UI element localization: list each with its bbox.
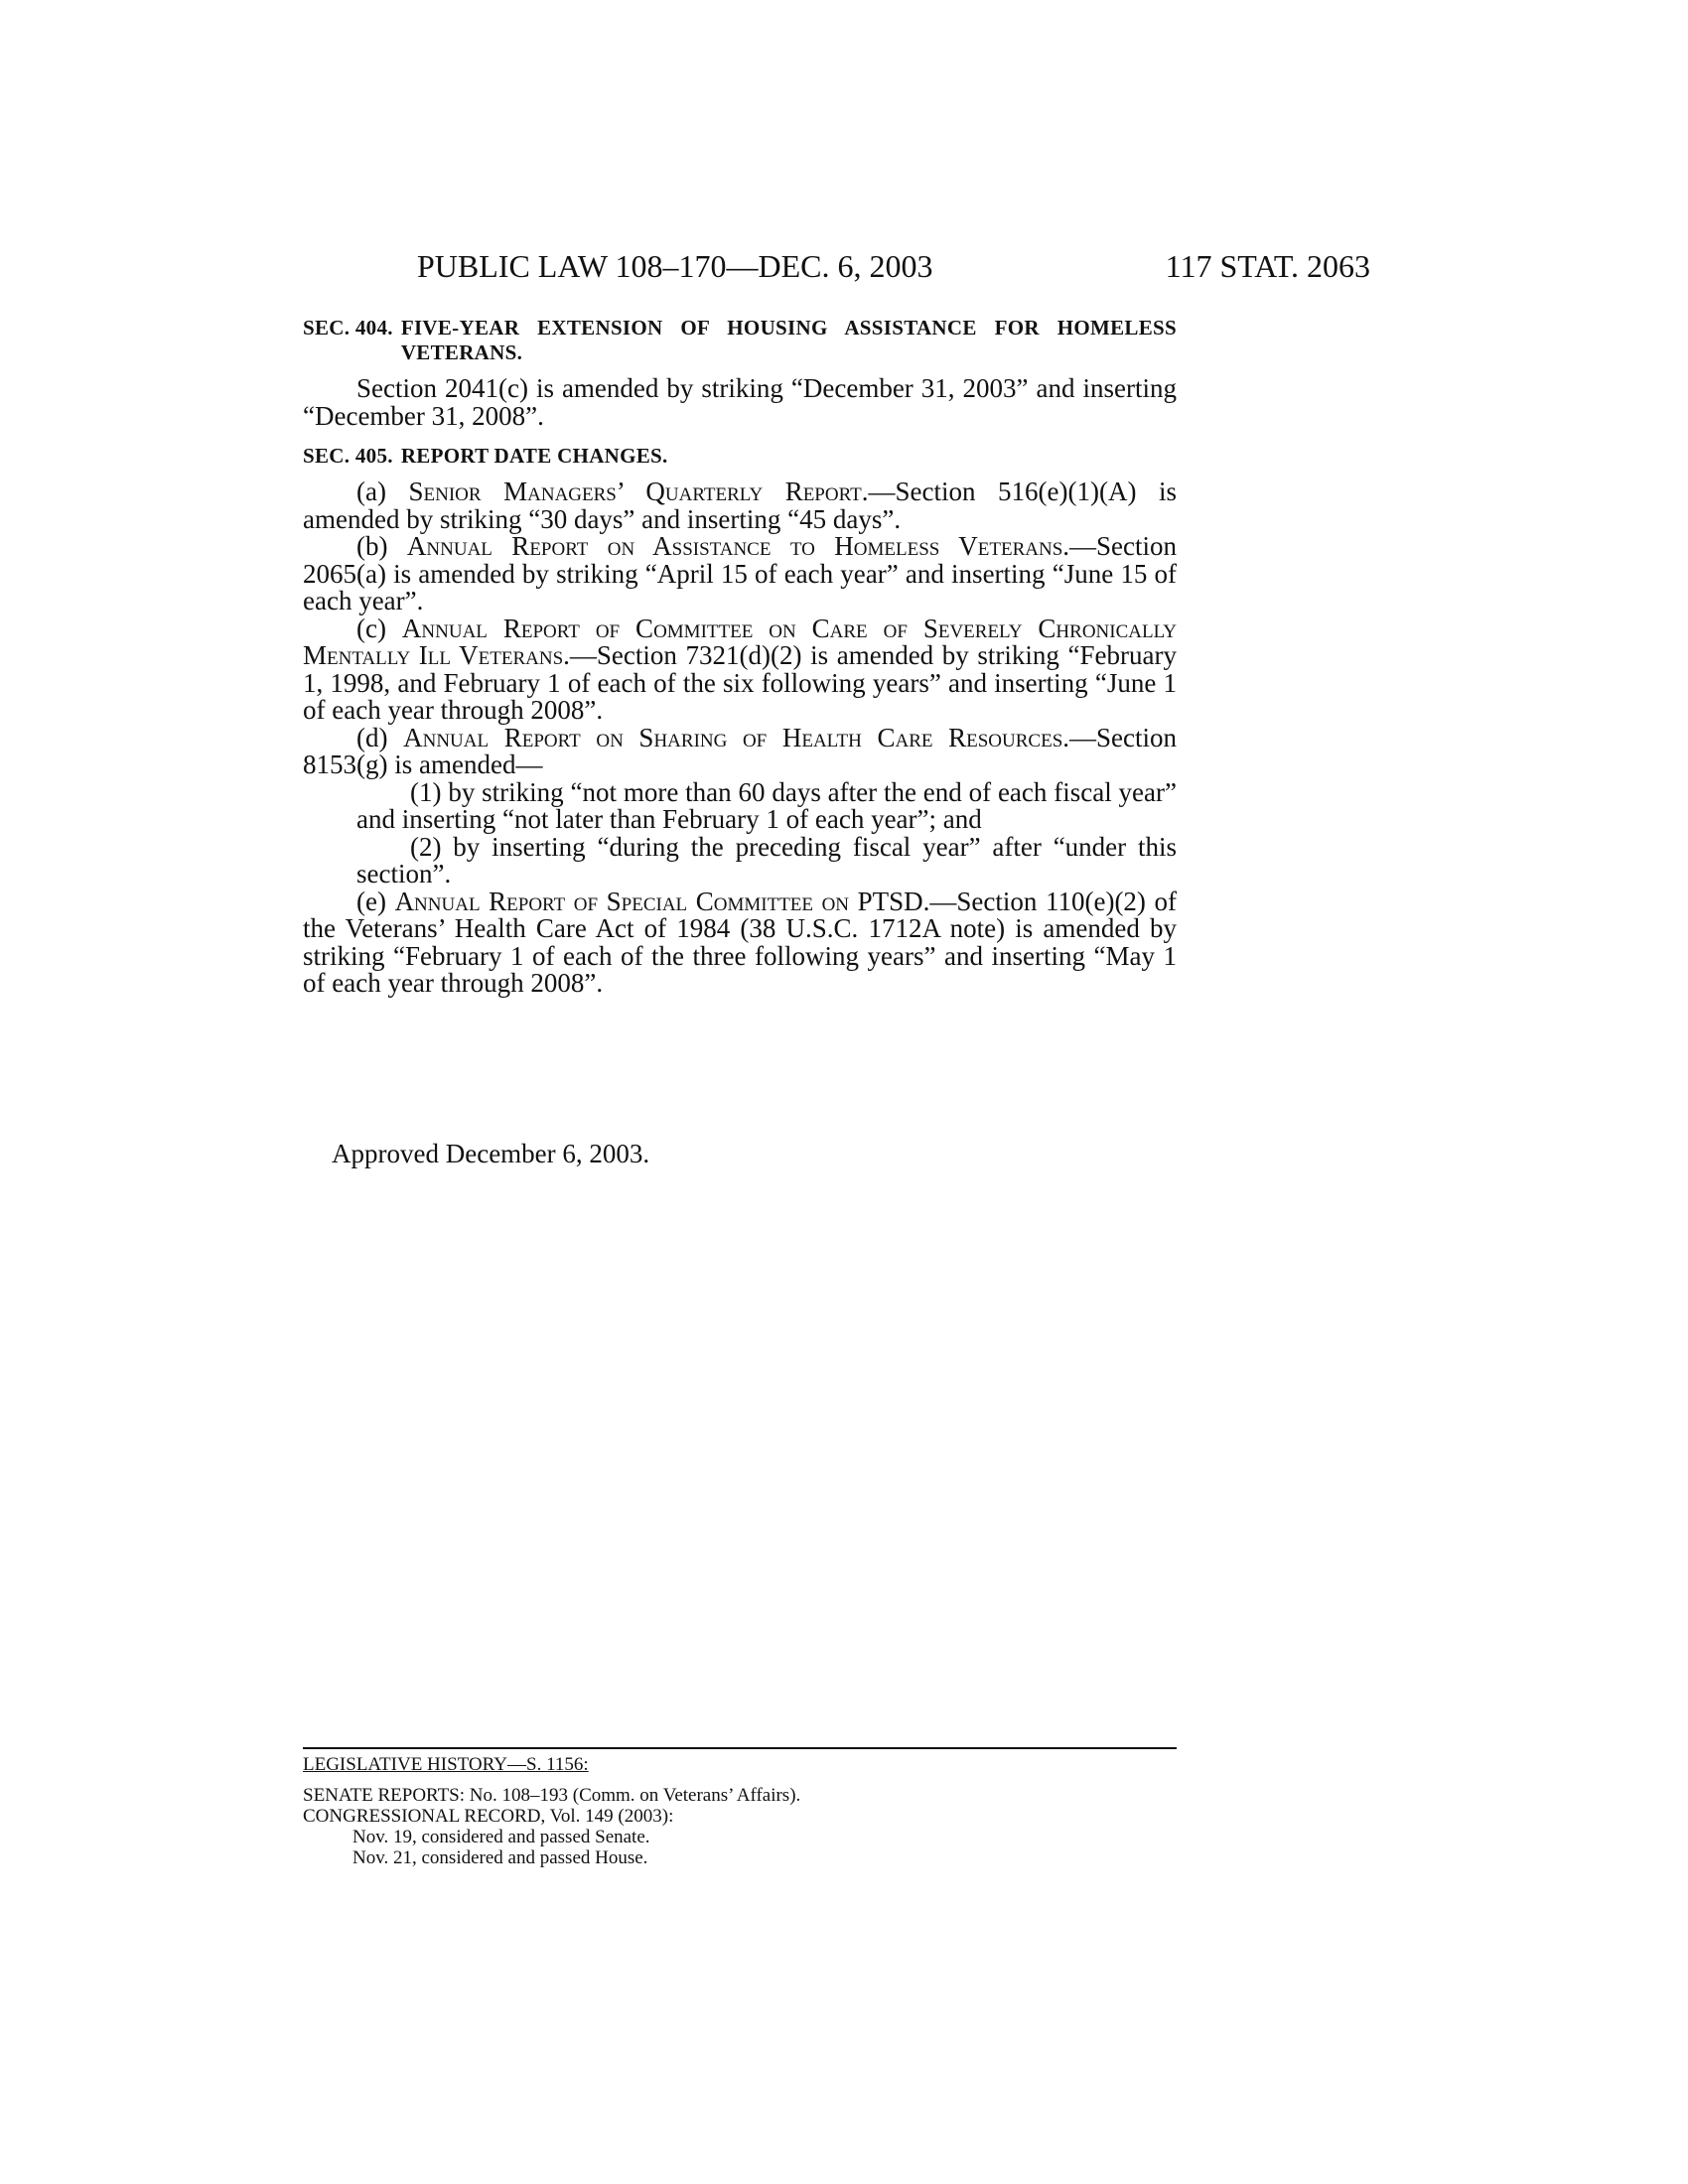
- subsection-a-heading: Senior Managers’ Quarterly Report.: [408, 477, 869, 506]
- subsection-a-text: —Section 516(e)(1)(A) is amended by striking “30 days” and inserting “45 days”.: [303, 477, 1177, 534]
- section-404-number: SEC. 404.: [303, 316, 393, 340]
- running-head-stat-page: 117 STAT. 2063: [1165, 248, 1370, 284]
- subsection-c-heading: Annual Report of Committee on Care of Severely Chronically Mentally Ill Veterans.: [303, 613, 1178, 670]
- subsection-b-label: (b): [356, 531, 388, 561]
- section-404-heading: [303, 316, 1177, 365]
- subsection-e-heading: Annual Report of Special Committee on PTSD.: [394, 886, 930, 916]
- approval-date: Approved December 6, 2003.: [332, 1139, 650, 1168]
- section-405-number: SEC. 405.: [303, 444, 393, 468]
- running-head: [417, 248, 1370, 288]
- section-405-heading: [303, 444, 1177, 469]
- legislative-history-title-text: LEGISLATIVE HISTORY—S. 1156:: [303, 1754, 589, 1775]
- paragraph-d-1: (1) by striking “not more than 60 days after the end of each fiscal year” and inserting “not later than February 1 of each year”; and: [356, 776, 1177, 834]
- section-404-title: FIVE-YEAR EXTENSION OF HOUSING ASSISTANCE FOR HOMELESS VETERANS.: [400, 316, 1177, 364]
- subsection-c: [303, 615, 1177, 725]
- subsection-a-label: (a): [356, 477, 386, 506]
- section-404-text: Section 2041(c) is amended by striking “December 31, 2003” and inserting “December 31, 2008”.: [303, 373, 1177, 431]
- subsection-e-label: (e): [356, 886, 386, 916]
- section-405-title: REPORT DATE CHANGES.: [400, 444, 668, 468]
- subsection-d-heading: Annual Report on Sharing of Health Care Resources.: [403, 722, 1070, 752]
- running-head-citation: PUBLIC LAW 108–170—DEC. 6, 2003: [417, 248, 933, 284]
- document-body: [303, 316, 1177, 998]
- subsection-e-text: —Section 110(e)(2) of the Veterans’ Health Care Act of 1984 (38 U.S.C. 1712A note) is amended by striking “February 1 of each of the three following years” and inserting “May 1 of each year through 2008”.: [303, 886, 1178, 998]
- subsection-d-text: —Section 8153(g) is amended—: [303, 722, 1178, 779]
- congressional-record-line: CONGRESSIONAL RECORD, Vol. 149 (2003):: [303, 1806, 674, 1827]
- subsection-b: [303, 533, 1177, 615]
- subsection-c-label: (c): [356, 613, 386, 643]
- footnote-divider: [303, 1747, 1177, 1749]
- paragraph-d-2: (2) by inserting “during the preceding fiscal year” after “under this section”.: [356, 831, 1177, 888]
- subsection-e: [303, 888, 1177, 998]
- legislative-history: [303, 1754, 1196, 1868]
- subsection-b-heading: Annual Report on Assistance to Homeless Veterans.: [406, 531, 1070, 561]
- legislative-history-title: [303, 1754, 1196, 1775]
- legislative-history-entry: Nov. 21, considered and passed House.: [352, 1847, 648, 1868]
- subsection-c-text: —Section 7321(d)(2) is amended by striking “February 1, 1998, and February 1 of each of the six following years” and inserting “June 1 of each year through 2008”.: [303, 640, 1177, 725]
- legislative-history-entry: Nov. 19, considered and passed Senate.: [352, 1827, 650, 1847]
- subsection-d: [303, 722, 1178, 779]
- subsection-d-label: (d): [356, 722, 388, 752]
- subsection-b-text: —Section 2065(a) is amended by striking “April 15 of each year” and inserting “June 15 of each year”.: [303, 531, 1178, 615]
- senate-reports-line: SENATE REPORTS: No. 108–193 (Comm. on Veterans’ Affairs).: [303, 1785, 801, 1806]
- subsection-a: [303, 478, 1177, 533]
